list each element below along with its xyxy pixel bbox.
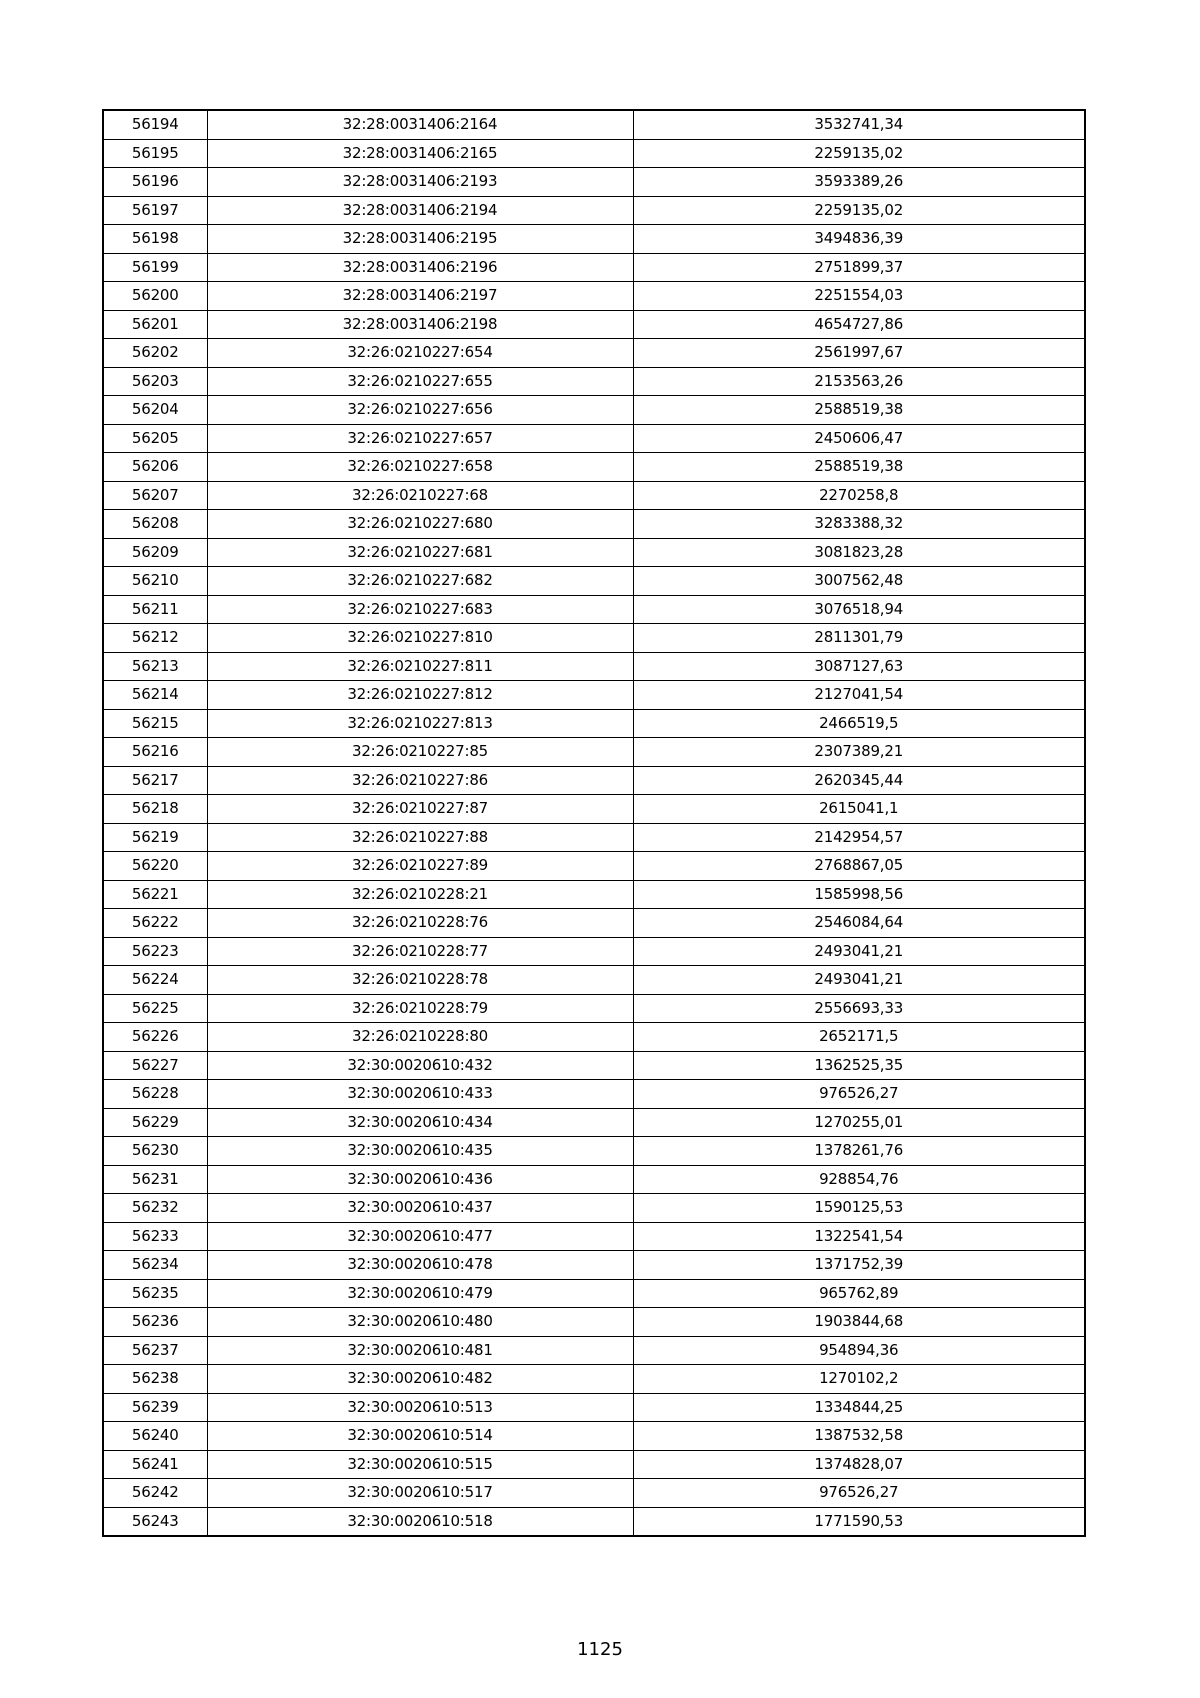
row-number-cell: 56198 [103, 225, 207, 254]
cadastral-number-cell: 32:26:0210227:680 [207, 510, 633, 539]
cadastral-number-cell: 32:26:0210227:89 [207, 852, 633, 881]
cadastral-value-cell: 2127041,54 [633, 681, 1085, 710]
table-row [103, 396, 1085, 425]
row-number-cell: 56214 [103, 681, 207, 710]
cadastral-value-cell: 4654727,86 [633, 310, 1085, 339]
cadastral-value-cell: 976526,27 [633, 1080, 1085, 1109]
cadastral-number-cell: 32:26:0210227:654 [207, 339, 633, 368]
table-row [103, 168, 1085, 197]
cadastral-value-cell: 2588519,38 [633, 453, 1085, 482]
cadastral-number-cell: 32:26:0210227:655 [207, 367, 633, 396]
row-number-cell: 56216 [103, 738, 207, 767]
table-row [103, 139, 1085, 168]
table-row [103, 1336, 1085, 1365]
cadastral-value-cell: 2615041,1 [633, 795, 1085, 824]
row-number-cell: 56199 [103, 253, 207, 282]
cadastral-number-cell: 32:30:0020610:517 [207, 1479, 633, 1508]
row-number-cell: 56213 [103, 652, 207, 681]
row-number-cell: 56217 [103, 766, 207, 795]
row-number-cell: 56242 [103, 1479, 207, 1508]
cadastral-value-cell: 2307389,21 [633, 738, 1085, 767]
table-row [103, 481, 1085, 510]
cadastral-value-cell: 1270102,2 [633, 1365, 1085, 1394]
cadastral-number-cell: 32:30:0020610:514 [207, 1422, 633, 1451]
cadastral-value-cell: 3593389,26 [633, 168, 1085, 197]
cadastral-value-cell: 1270255,01 [633, 1108, 1085, 1137]
cadastral-number-cell: 32:30:0020610:478 [207, 1251, 633, 1280]
table-row [103, 852, 1085, 881]
cadastral-value-cell: 2751899,37 [633, 253, 1085, 282]
row-number-cell: 56219 [103, 823, 207, 852]
row-number-cell: 56227 [103, 1051, 207, 1080]
table-row [103, 595, 1085, 624]
table-row [103, 1308, 1085, 1337]
cadastral-number-cell: 32:28:0031406:2193 [207, 168, 633, 197]
table-row [103, 1023, 1085, 1052]
cadastral-value-cell: 3007562,48 [633, 567, 1085, 596]
page-number: 1125 [577, 1639, 623, 1660]
cadastral-number-cell: 32:26:0210227:87 [207, 795, 633, 824]
table-row [103, 681, 1085, 710]
cadastral-value-cell: 1322541,54 [633, 1222, 1085, 1251]
cadastral-number-cell: 32:30:0020610:437 [207, 1194, 633, 1223]
row-number-cell: 56218 [103, 795, 207, 824]
row-number-cell: 56215 [103, 709, 207, 738]
cadastral-number-cell: 32:30:0020610:436 [207, 1165, 633, 1194]
table-row [103, 795, 1085, 824]
cadastral-value-cell: 1590125,53 [633, 1194, 1085, 1223]
cadastral-value-cell: 2620345,44 [633, 766, 1085, 795]
row-number-cell: 56228 [103, 1080, 207, 1109]
table-row [103, 966, 1085, 995]
table-row [103, 367, 1085, 396]
row-number-cell: 56212 [103, 624, 207, 653]
cadastral-value-cell: 3494836,39 [633, 225, 1085, 254]
row-number-cell: 56224 [103, 966, 207, 995]
cadastral-value-cell: 2811301,79 [633, 624, 1085, 653]
row-number-cell: 56211 [103, 595, 207, 624]
cadastral-value-cell: 2450606,47 [633, 424, 1085, 453]
cadastral-number-cell: 32:30:0020610:513 [207, 1393, 633, 1422]
cadastral-value-cell: 2259135,02 [633, 139, 1085, 168]
cadastral-value-cell: 2546084,64 [633, 909, 1085, 938]
cadastral-number-cell: 32:26:0210227:813 [207, 709, 633, 738]
table-row [103, 1450, 1085, 1479]
cadastral-value-cell: 3076518,94 [633, 595, 1085, 624]
row-number-cell: 56233 [103, 1222, 207, 1251]
row-number-cell: 56222 [103, 909, 207, 938]
cadastral-number-cell: 32:30:0020610:482 [207, 1365, 633, 1394]
row-number-cell: 56195 [103, 139, 207, 168]
cadastral-value-cell: 965762,89 [633, 1279, 1085, 1308]
cadastral-value-cell: 1387532,58 [633, 1422, 1085, 1451]
table-row [103, 1194, 1085, 1223]
row-number-cell: 56223 [103, 937, 207, 966]
cadastral-value-cell: 2142954,57 [633, 823, 1085, 852]
table-row [103, 424, 1085, 453]
row-number-cell: 56221 [103, 880, 207, 909]
cadastral-number-cell: 32:30:0020610:518 [207, 1507, 633, 1536]
row-number-cell: 56230 [103, 1137, 207, 1166]
table-row [103, 282, 1085, 311]
cadastral-number-cell: 32:26:0210227:811 [207, 652, 633, 681]
cadastral-value-table [102, 109, 1086, 1537]
table-row [103, 1108, 1085, 1137]
cadastral-value-cell: 954894,36 [633, 1336, 1085, 1365]
table-row [103, 253, 1085, 282]
cadastral-value-cell: 1771590,53 [633, 1507, 1085, 1536]
table-row [103, 652, 1085, 681]
cadastral-number-cell: 32:26:0210227:88 [207, 823, 633, 852]
table-row [103, 538, 1085, 567]
row-number-cell: 56231 [103, 1165, 207, 1194]
table-row [103, 1051, 1085, 1080]
cadastral-value-cell: 1371752,39 [633, 1251, 1085, 1280]
table-row [103, 1507, 1085, 1536]
cadastral-value-cell: 1334844,25 [633, 1393, 1085, 1422]
cadastral-value-cell: 1378261,76 [633, 1137, 1085, 1166]
cadastral-number-cell: 32:28:0031406:2196 [207, 253, 633, 282]
table-row [103, 738, 1085, 767]
cadastral-number-cell: 32:28:0031406:2197 [207, 282, 633, 311]
cadastral-number-cell: 32:30:0020610:480 [207, 1308, 633, 1337]
table-row [103, 1251, 1085, 1280]
cadastral-number-cell: 32:28:0031406:2165 [207, 139, 633, 168]
table-row [103, 823, 1085, 852]
cadastral-value-cell: 2153563,26 [633, 367, 1085, 396]
table-row [103, 766, 1085, 795]
cadastral-value-cell: 1903844,68 [633, 1308, 1085, 1337]
cadastral-value-cell: 976526,27 [633, 1479, 1085, 1508]
row-number-cell: 56235 [103, 1279, 207, 1308]
row-number-cell: 56200 [103, 282, 207, 311]
cadastral-value-cell: 2556693,33 [633, 994, 1085, 1023]
table-row [103, 510, 1085, 539]
cadastral-value-cell: 2588519,38 [633, 396, 1085, 425]
cadastral-number-cell: 32:30:0020610:479 [207, 1279, 633, 1308]
cadastral-value-cell: 3283388,32 [633, 510, 1085, 539]
cadastral-number-cell: 32:26:0210228:80 [207, 1023, 633, 1052]
cadastral-value-cell: 2270258,8 [633, 481, 1085, 510]
table-row [103, 225, 1085, 254]
cadastral-value-cell: 3081823,28 [633, 538, 1085, 567]
table-row [103, 1422, 1085, 1451]
row-number-cell: 56205 [103, 424, 207, 453]
cadastral-value-cell: 2652171,5 [633, 1023, 1085, 1052]
row-number-cell: 56209 [103, 538, 207, 567]
table-row [103, 1393, 1085, 1422]
table-row [103, 1365, 1085, 1394]
row-number-cell: 56194 [103, 110, 207, 139]
cadastral-number-cell: 32:26:0210227:810 [207, 624, 633, 653]
row-number-cell: 56239 [103, 1393, 207, 1422]
row-number-cell: 56208 [103, 510, 207, 539]
table-row [103, 994, 1085, 1023]
table-row [103, 1080, 1085, 1109]
table-row [103, 339, 1085, 368]
cadastral-value-cell: 3532741,34 [633, 110, 1085, 139]
table-row [103, 1165, 1085, 1194]
cadastral-value-cell: 2251554,03 [633, 282, 1085, 311]
cadastral-value-cell: 1362525,35 [633, 1051, 1085, 1080]
cadastral-value-cell: 2493041,21 [633, 937, 1085, 966]
table-row [103, 937, 1085, 966]
cadastral-number-cell: 32:26:0210228:77 [207, 937, 633, 966]
table-row [103, 310, 1085, 339]
cadastral-number-cell: 32:30:0020610:477 [207, 1222, 633, 1251]
cadastral-number-cell: 32:26:0210227:658 [207, 453, 633, 482]
table-row [103, 1479, 1085, 1508]
cadastral-number-cell: 32:26:0210227:657 [207, 424, 633, 453]
row-number-cell: 56232 [103, 1194, 207, 1223]
table-row [103, 880, 1085, 909]
row-number-cell: 56204 [103, 396, 207, 425]
table-row [103, 110, 1085, 139]
cadastral-number-cell: 32:26:0210227:656 [207, 396, 633, 425]
cadastral-value-cell: 3087127,63 [633, 652, 1085, 681]
cadastral-number-cell: 32:26:0210227:683 [207, 595, 633, 624]
cadastral-number-cell: 32:30:0020610:434 [207, 1108, 633, 1137]
cadastral-number-cell: 32:28:0031406:2195 [207, 225, 633, 254]
table-row [103, 1279, 1085, 1308]
cadastral-number-cell: 32:30:0020610:432 [207, 1051, 633, 1080]
row-number-cell: 56236 [103, 1308, 207, 1337]
cadastral-number-cell: 32:26:0210228:79 [207, 994, 633, 1023]
row-number-cell: 56243 [103, 1507, 207, 1536]
row-number-cell: 56196 [103, 168, 207, 197]
table-row [103, 1137, 1085, 1166]
row-number-cell: 56206 [103, 453, 207, 482]
cadastral-number-cell: 32:26:0210227:85 [207, 738, 633, 767]
cadastral-number-cell: 32:26:0210227:86 [207, 766, 633, 795]
cadastral-number-cell: 32:30:0020610:433 [207, 1080, 633, 1109]
row-number-cell: 56207 [103, 481, 207, 510]
cadastral-number-cell: 32:26:0210227:812 [207, 681, 633, 710]
cadastral-number-cell: 32:26:0210227:681 [207, 538, 633, 567]
cadastral-value-cell: 2768867,05 [633, 852, 1085, 881]
cadastral-number-cell: 32:28:0031406:2164 [207, 110, 633, 139]
row-number-cell: 56237 [103, 1336, 207, 1365]
cadastral-value-cell: 2466519,5 [633, 709, 1085, 738]
cadastral-value-cell: 1374828,07 [633, 1450, 1085, 1479]
cadastral-number-cell: 32:30:0020610:435 [207, 1137, 633, 1166]
cadastral-value-cell: 2561997,67 [633, 339, 1085, 368]
cadastral-number-cell: 32:26:0210228:76 [207, 909, 633, 938]
cadastral-value-cell: 2493041,21 [633, 966, 1085, 995]
cadastral-number-cell: 32:30:0020610:481 [207, 1336, 633, 1365]
row-number-cell: 56197 [103, 196, 207, 225]
cadastral-number-cell: 32:28:0031406:2198 [207, 310, 633, 339]
cadastral-number-cell: 32:30:0020610:515 [207, 1450, 633, 1479]
table-row [103, 453, 1085, 482]
row-number-cell: 56238 [103, 1365, 207, 1394]
row-number-cell: 56225 [103, 994, 207, 1023]
table-row [103, 709, 1085, 738]
row-number-cell: 56234 [103, 1251, 207, 1280]
row-number-cell: 56210 [103, 567, 207, 596]
row-number-cell: 56229 [103, 1108, 207, 1137]
cadastral-number-cell: 32:26:0210228:78 [207, 966, 633, 995]
row-number-cell: 56220 [103, 852, 207, 881]
cadastral-number-cell: 32:26:0210227:68 [207, 481, 633, 510]
table-row [103, 567, 1085, 596]
cadastral-number-cell: 32:28:0031406:2194 [207, 196, 633, 225]
table-row [103, 624, 1085, 653]
cadastral-value-cell: 1585998,56 [633, 880, 1085, 909]
row-number-cell: 56202 [103, 339, 207, 368]
table-row [103, 196, 1085, 225]
table-row [103, 909, 1085, 938]
cadastral-number-cell: 32:26:0210227:682 [207, 567, 633, 596]
row-number-cell: 56203 [103, 367, 207, 396]
row-number-cell: 56240 [103, 1422, 207, 1451]
row-number-cell: 56201 [103, 310, 207, 339]
cadastral-value-cell: 928854,76 [633, 1165, 1085, 1194]
row-number-cell: 56226 [103, 1023, 207, 1052]
row-number-cell: 56241 [103, 1450, 207, 1479]
table-row [103, 1222, 1085, 1251]
cadastral-number-cell: 32:26:0210228:21 [207, 880, 633, 909]
cadastral-value-cell: 2259135,02 [633, 196, 1085, 225]
table-body [103, 110, 1085, 1536]
